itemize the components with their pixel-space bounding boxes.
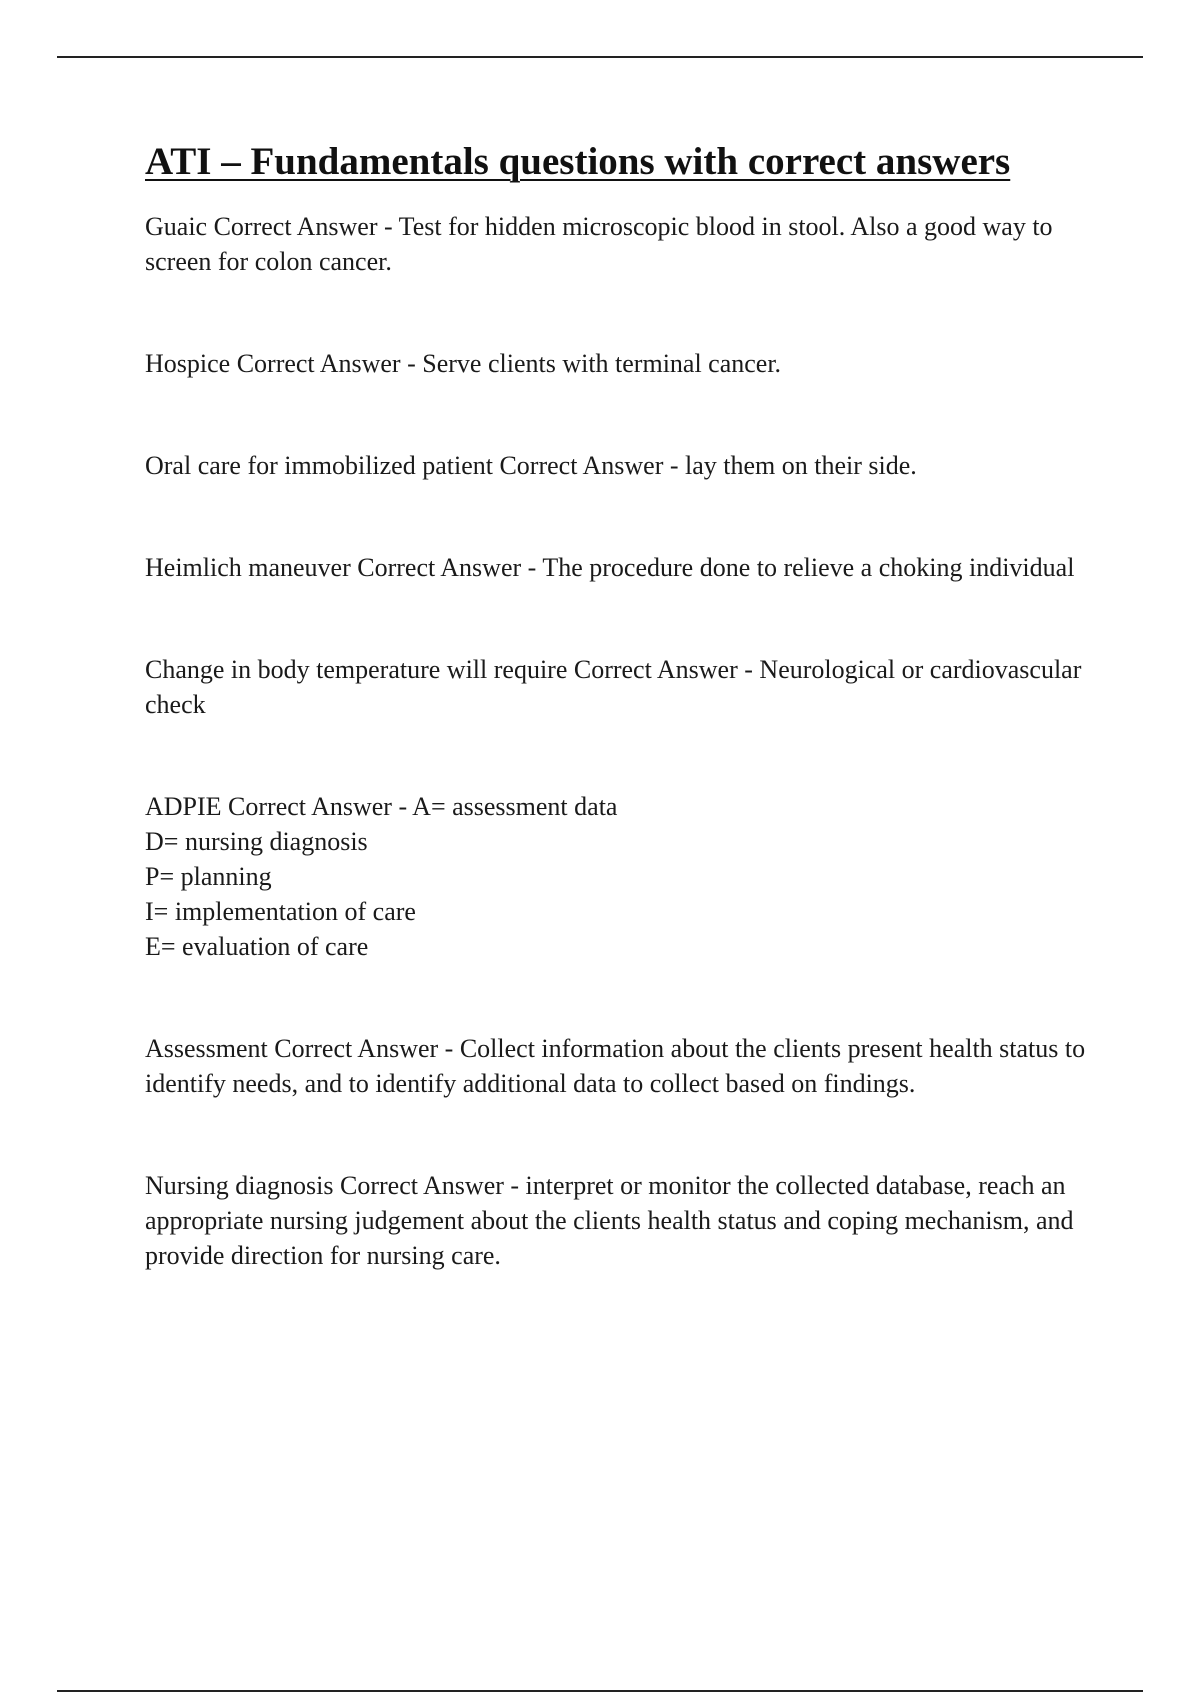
entry-text: Heimlich maneuver Correct Answer - The procedure done to relieve a choking individual — [145, 552, 1075, 582]
entry-nursing-diagnosis — [145, 1168, 1095, 1273]
entry-oral-care — [145, 448, 1095, 483]
entry-text: Hospice Correct Answer - Serve clients with terminal cancer. — [145, 348, 782, 378]
document-title: ATI – Fundamentals questions with correct answers — [145, 140, 1011, 183]
entry-body-temperature — [145, 652, 1095, 722]
entry-text: Assessment Correct Answer - Collect information about the clients present health status to identify needs, and to identify additional data to collect based on findings. — [145, 1033, 1086, 1098]
entry-text: Nursing diagnosis Correct Answer - interpret or monitor the collected database, reach an appropriate nursing judgement about the clients health status and coping mechanism, and provide direction for nursing care. — [145, 1170, 1074, 1270]
entry-adpie — [145, 789, 1095, 964]
entry-heimlich — [145, 550, 1095, 585]
entry-text: ADPIE Correct Answer - A= assessment data — [145, 791, 618, 821]
adpie-line: P= planning — [145, 861, 272, 891]
footer-rule — [57, 1690, 1143, 1692]
adpie-line: E= evaluation of care — [145, 931, 369, 961]
document-body — [145, 140, 1095, 1273]
entry-text: Oral care for immobilized patient Correct Answer - lay them on their side. — [145, 450, 917, 480]
adpie-line: D= nursing diagnosis — [145, 826, 368, 856]
entry-text: Change in body temperature will require Correct Answer - Neurological or cardiovascular check — [145, 654, 1082, 719]
entry-text: Guaic Correct Answer - Test for hidden microscopic blood in stool. Also a good way to screen for colon cancer. — [145, 211, 1053, 276]
entry-assessment — [145, 1031, 1095, 1101]
adpie-line: I= implementation of care — [145, 896, 416, 926]
header-rule — [57, 56, 1143, 58]
entry-hospice — [145, 346, 1095, 381]
entry-guaic — [145, 209, 1095, 279]
